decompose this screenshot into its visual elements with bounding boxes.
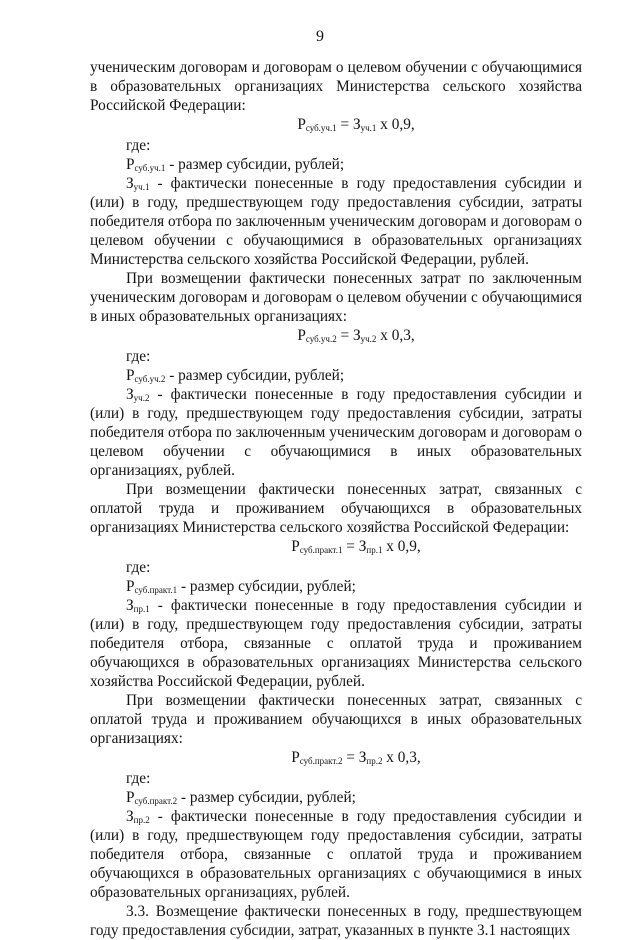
formula: $Р_{суб.уч.2} = З_{уч.2}$ х 0,3, [297,327,415,344]
formula: $Р_{суб.практ.1} = З_{пр.1}$ х 0,9, [291,538,421,555]
definition: $Р_{суб.практ.1}$ - размер субсидии, рублей; [126,578,356,595]
paragraph: ученическим договорам и договорам о целевом обучении с обучающимися в образовательных организациях Министерства сельского хозяйства Российской Федерации: [90,59,582,114]
paragraph: При возмещении фактически понесенных затрат по заключенным ученическим договорам и договорам о целевом обучении с обучающимися в иных образовательных организациях: [90,270,582,325]
formula: $Р_{суб.практ.2} = З_{пр.2}$ х 0,3, [291,749,421,766]
where-label: где: [126,137,151,154]
definition: $З_{уч.2}$ - фактически понесенные в году предоставления субсидии и (или) в году, предшествующем году предоставления субсидии, затраты победителя отбора по заключенным ученическим договорам и договорам о целевом обучении с обучающимися в иных образовательных организациях, рублей. [90,386,582,479]
paragraph: При возмещении фактически понесенных затрат, связанных с оплатой труда и проживанием обучающихся в иных образовательных организациях: [90,692,582,747]
definition: $Р_{суб.уч.1}$ - размер субсидии, рублей; [126,156,345,173]
paragraph: При возмещении фактически понесенных затрат, связанных с оплатой труда и проживанием обучающихся в образовательных организациях Министерства сельского хозяйства Российской Федерации: [90,481,582,536]
definition: $Р_{суб.уч.2}$ - размер субсидии, рублей; [126,367,345,384]
where-label: где: [126,348,151,365]
definition: $З_{уч.1}$ - фактически понесенные в году предоставления субсидии и (или) в году, предшествующем году предоставления субсидии, затраты победителя отбора по заключенным ученическим договорам и договорам о целевом обучении с обучающимися в образовательных организациях Министерства сельского хозяйства Российской Федерации, рублей. [90,175,582,268]
paragraph: 3.3. Возмещение фактически понесенных в году, предшествующем году предоставления субсидии, затрат, указанных в пункте 3.1 настоящих [90,903,582,939]
formula: $Р_{суб.уч.1} = З_{уч.1}$ х 0,9, [297,116,415,133]
where-label: где: [126,559,151,576]
definition: $Р_{суб.практ.2}$ - размер субсидии, рублей; [126,789,356,806]
document-body [90,58,582,940]
definition: $З_{пр.1}$ - фактически понесенные в году предоставления субсидии и (или) в году, предшествующем году предоставления субсидии, затраты победителя отбора, связанные с оплатой труда и проживанием обучающихся в образовательных организациях Министерства сельского хозяйства Российской Федерации, рублей. [90,597,582,690]
where-label: где: [126,770,151,787]
page-number: 9 [316,28,324,45]
definition: $З_{пр.2}$ - фактически понесенные в году предоставления субсидии и (или) в году, предшествующем году предоставления субсидии, затраты победителя отбора, связанные с оплатой труда и проживанием обучающихся в образовательных организациях с обучающимися в иных образовательных организациях, рублей. [90,808,582,901]
